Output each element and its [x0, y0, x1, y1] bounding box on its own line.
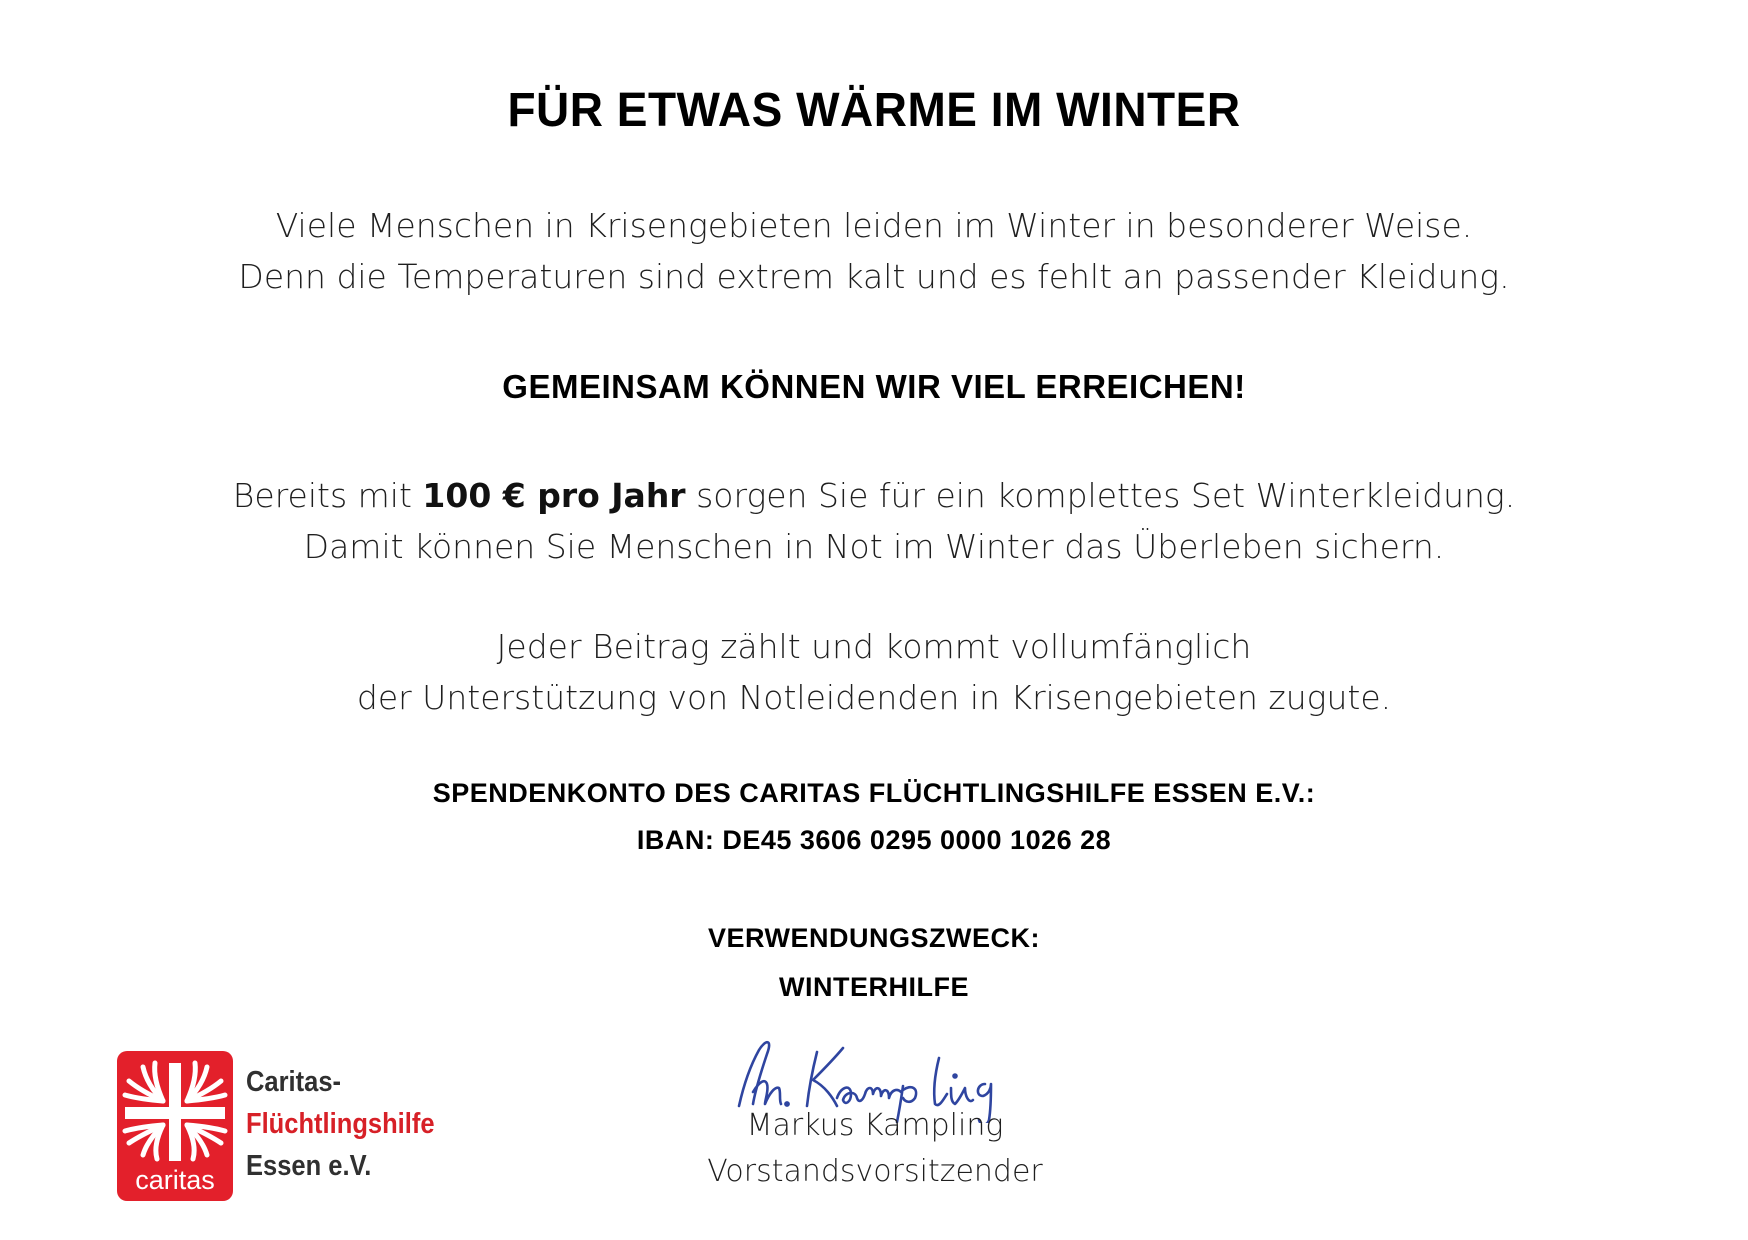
logo-brand-word: caritas — [135, 1165, 215, 1195]
intro-line-1: Viele Menschen in Krisengebieten leiden im Winter in besonderer Weise. — [275, 206, 1473, 245]
payment-reference — [0, 914, 1748, 1012]
donation-amount: 100 € pro Jahr — [422, 476, 686, 515]
signer-role: Vorstandsvorsitzender — [707, 1154, 1043, 1189]
organisation-logo — [117, 1051, 469, 1205]
payment-reference-label: VERWENDUNGSZWECK: — [708, 923, 1040, 953]
account-iban: IBAN: DE45 3606 0295 0000 1026 28 — [636, 825, 1112, 855]
payment-reference-value: WINTERHILFE — [779, 972, 969, 1002]
contribution-paragraph — [0, 621, 1748, 723]
intro-paragraph — [0, 200, 1748, 302]
caritas-flame-cross-icon — [117, 1051, 233, 1201]
donation-line-2: Damit können Sie Menschen in Not im Winter das Überleben sichern. — [303, 527, 1445, 566]
intro-line-2: Denn die Temperaturen sind extrem kalt und es fehlt an passender Kleidung. — [238, 257, 1510, 296]
logo-line-2: Flüchtlingshilfe — [246, 1108, 435, 1140]
donation-line-1 — [0, 470, 1748, 521]
slogan-heading: GEMEINSAM KÖNNEN WIR VIEL ERREICHEN! — [502, 368, 1246, 405]
donation-line-1-suffix: sorgen Sie für ein komplettes Set Winterkleidung. — [685, 476, 1516, 515]
donation-account — [0, 770, 1748, 864]
donation-line-1-prefix: Bereits mit — [232, 476, 423, 515]
logo-line-3: Essen e.V. — [246, 1150, 372, 1182]
logo-line-1: Caritas- — [246, 1066, 342, 1098]
page-title: FÜR ETWAS WÄRME IM WINTER — [507, 81, 1241, 137]
contribution-line-2: der Unterstützung von Notleidenden in Krisengebieten zugute. — [356, 678, 1392, 717]
logo-organisation-name — [246, 1061, 435, 1187]
signer-block — [650, 1103, 1100, 1195]
signer-name: Markus Kampling — [746, 1108, 1004, 1143]
contribution-line-1: Jeder Beitrag zählt und kommt vollumfänglich — [496, 627, 1252, 666]
account-holder: SPENDENKONTO DES CARITAS FLÜCHTLINGSHILFE ESSEN E.V.: — [432, 778, 1316, 808]
donation-paragraph — [0, 470, 1748, 572]
